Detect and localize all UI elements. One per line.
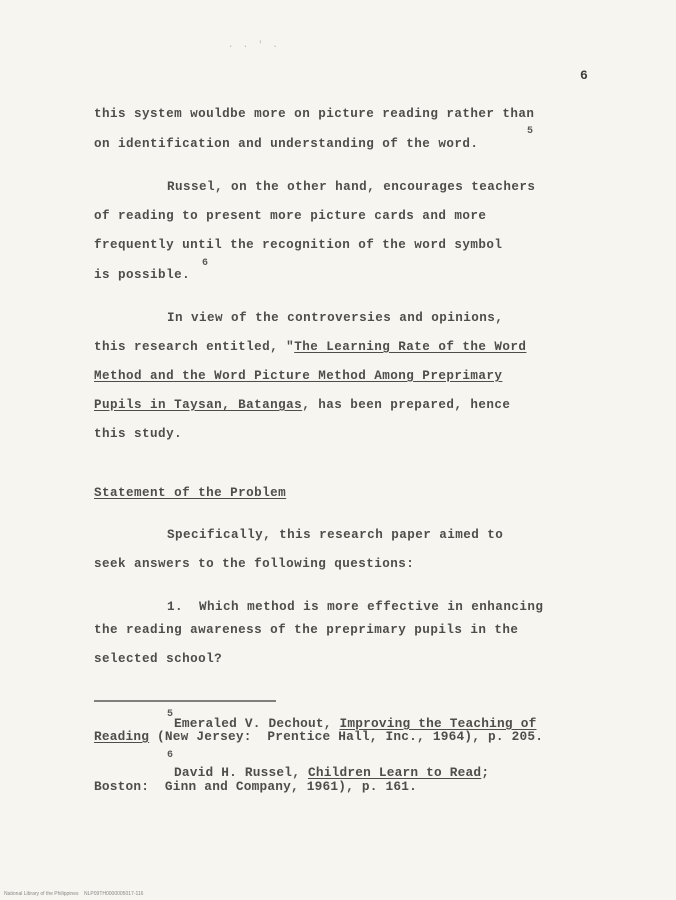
footnote-ref: 5 bbox=[527, 126, 534, 137]
body-line: seek answers to the following questions: bbox=[94, 557, 415, 571]
body-line: Specifically, this research paper aimed to bbox=[167, 528, 504, 542]
page-number: 6 bbox=[580, 68, 588, 83]
thesis-title: The Learning Rate of the Word bbox=[294, 340, 527, 354]
body-line: is possible. bbox=[94, 268, 191, 282]
footnote-text: David H. Russel, bbox=[174, 765, 308, 780]
question-line: the reading awareness of the preprimary pupils in the bbox=[94, 623, 519, 637]
scan-specks: . . ' . bbox=[228, 40, 280, 50]
body-line: frequently until the recognition of the word symbol bbox=[94, 238, 503, 252]
footnote-line bbox=[174, 765, 489, 780]
body-line bbox=[94, 398, 510, 412]
footnote-number: 6 bbox=[167, 750, 174, 761]
question-line: 1. Which method is more effective in enhancing bbox=[167, 600, 544, 614]
body-line: Russel, on the other hand, encourages teachers bbox=[167, 180, 536, 194]
question-line: selected school? bbox=[94, 652, 223, 666]
body-line: this system wouldbe more on picture reading rather than bbox=[94, 107, 535, 121]
book-title: Reading bbox=[94, 729, 150, 744]
book-title: Improving the Teaching of bbox=[339, 716, 537, 731]
body-line: on identification and understanding of the word. bbox=[94, 137, 479, 151]
footnote-ref: 6 bbox=[202, 258, 209, 269]
body-line: In view of the controversies and opinions, bbox=[167, 311, 504, 325]
body-line: this study. bbox=[94, 427, 183, 441]
footnote-text: (New Jersey: Prentice Hall, Inc., 1964), p. 205. bbox=[149, 729, 544, 744]
footnote-line bbox=[94, 729, 543, 744]
section-heading: Statement of the Problem bbox=[94, 486, 287, 500]
footnote-text: Emeraled V. Dechout, bbox=[174, 716, 340, 731]
body-line bbox=[94, 340, 526, 354]
footnote-divider bbox=[94, 700, 276, 702]
thesis-title-line: Method and the Word Picture Method Among Preprimary bbox=[94, 369, 503, 383]
body-text: , has been prepared, hence bbox=[302, 398, 511, 412]
body-line: of reading to present more picture cards and more bbox=[94, 209, 487, 223]
thesis-title: Pupils in Taysan, Batangas bbox=[94, 398, 303, 412]
book-title: Children Learn to Read bbox=[307, 765, 482, 780]
body-text: this research entitled, " bbox=[94, 340, 295, 354]
footnote-number: 5 bbox=[167, 709, 174, 720]
scan-footer: National Library of the Philippines NLP09TH0000005017-116 bbox=[4, 891, 144, 897]
footnote-line: Boston: Ginn and Company, 1961), p. 161. bbox=[94, 779, 418, 794]
footnote-text: ; bbox=[481, 765, 490, 780]
